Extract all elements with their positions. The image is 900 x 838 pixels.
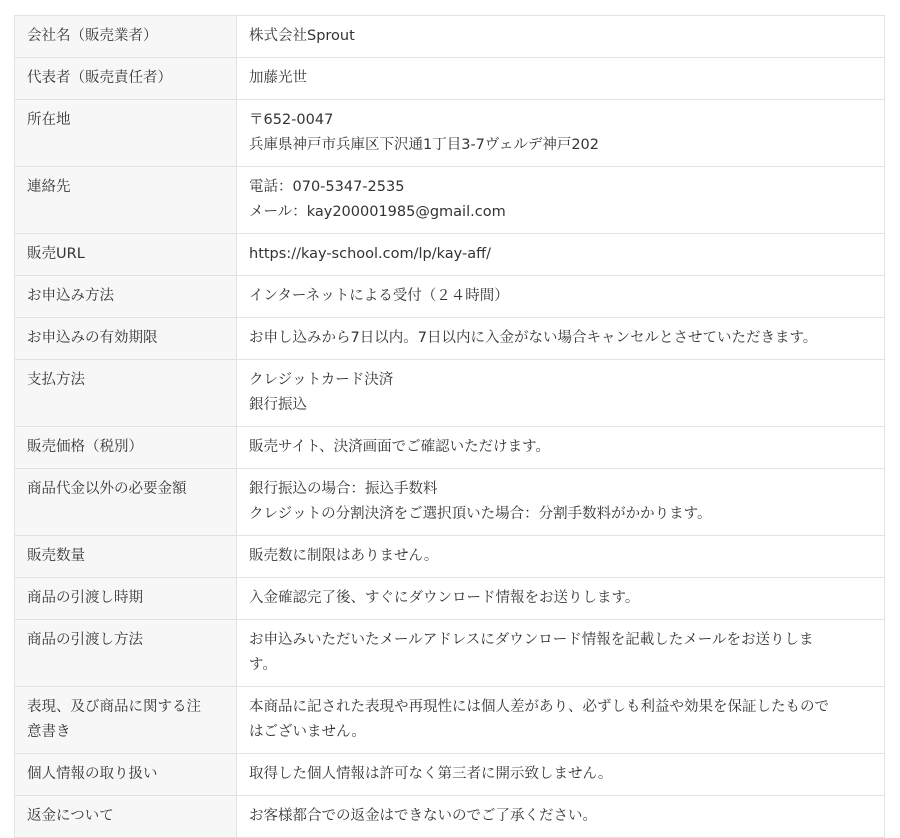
row-value-payment-method [237,360,885,427]
label-line: 表現、及び商品に関する注 [27,699,201,715]
value-line: お客様都合での返金はできないのでご了承ください。 [249,808,597,824]
table-row [15,58,885,100]
value-line: お申し込みから7日以内。7日以内に入金がない場合キャンセルとさせていただきます。 [249,330,818,346]
legal-notice-container [14,15,885,838]
row-value-application-method [237,276,885,318]
table-row [15,578,885,620]
row-label-representative: 代表者（販売責任者） [15,58,237,100]
row-value-additional-fees [237,469,885,536]
sales-url-text: https://kay-school.com/lp/kay-aff/ [249,246,491,262]
value-line: クレジットカード決済 [249,372,394,388]
value-line: お申込みいただいたメールアドレスにダウンロード情報を記載したメールをお送りしま [249,632,814,648]
table-row [15,427,885,469]
value-line: す。 [249,657,277,673]
value-line: 販売サイト、決済画面でご確認いただけます。 [249,439,551,455]
row-label-address: 所在地 [15,100,237,167]
value-line: クレジットの分割決済をご選択頂いた場合：分割手数料がかかります。 [249,506,712,522]
row-value-application-validity [237,318,885,360]
value-line: インターネットによる受付（２４時間） [249,288,509,304]
row-value-company [237,16,885,58]
value-line: 販売数に制限はありません。 [249,548,439,564]
row-label-price: 販売価格（税別） [15,427,237,469]
row-label-delivery-method: 商品の引渡し方法 [15,620,237,687]
value-line: 株式会社Sprout [249,28,355,44]
table-row [15,167,885,234]
row-label-disclaimer [15,687,237,754]
value-line: 本商品に記された表現や再現性には個人差があり、必ずしも利益や効果を保証したもので [249,699,829,715]
row-label-application-method: お申込み方法 [15,276,237,318]
row-value-refund [237,796,885,838]
row-value-delivery-time [237,578,885,620]
value-line: 〒652-0047 [249,112,334,128]
row-value-quantity [237,536,885,578]
table-row [15,234,885,276]
label-line: 意書き [27,724,71,740]
value-line: はございません。 [249,724,366,740]
row-label-privacy: 個人情報の取り扱い [15,754,237,796]
value-line: 入金確認完了後、すぐにダウンロード情報をお送りします。 [249,590,640,606]
row-value-sales-url [237,234,885,276]
row-value-address [237,100,885,167]
row-label-payment-method: 支払方法 [15,360,237,427]
value-line: 銀行振込の場合：振込手数料 [249,481,438,497]
row-label-quantity: 販売数量 [15,536,237,578]
table-row [15,754,885,796]
table-row [15,360,885,427]
row-value-disclaimer [237,687,885,754]
value-line: 銀行振込 [249,397,307,413]
row-label-company: 会社名（販売業者） [15,16,237,58]
phone-line: 電話：070-5347-2535 [249,179,405,195]
row-value-representative [237,58,885,100]
row-value-price [237,427,885,469]
value-line: 取得した個人情報は許可なく第三者に開示致しません。 [249,766,613,782]
row-value-delivery-method [237,620,885,687]
table-row [15,469,885,536]
table-row [15,100,885,167]
row-label-contact: 連絡先 [15,167,237,234]
table-row [15,536,885,578]
row-value-privacy [237,754,885,796]
value-line: 兵庫県神戸市兵庫区下沢通1丁目3-7ヴェルデ神戸202 [249,137,600,153]
table-row [15,16,885,58]
value-line: 加藤光世 [249,70,307,86]
table-row [15,796,885,838]
specified-commercial-transactions-table [14,15,885,838]
row-label-refund: 返金について [15,796,237,838]
table-row [15,687,885,754]
email-line: メール：kay200001985@gmail.com [249,204,506,220]
table-row [15,276,885,318]
row-label-delivery-time: 商品の引渡し時期 [15,578,237,620]
table-row [15,318,885,360]
row-value-contact [237,167,885,234]
row-label-application-validity: お申込みの有効期限 [15,318,237,360]
row-label-additional-fees: 商品代金以外の必要金額 [15,469,237,536]
table-row [15,620,885,687]
row-label-sales-url: 販売URL [15,234,237,276]
